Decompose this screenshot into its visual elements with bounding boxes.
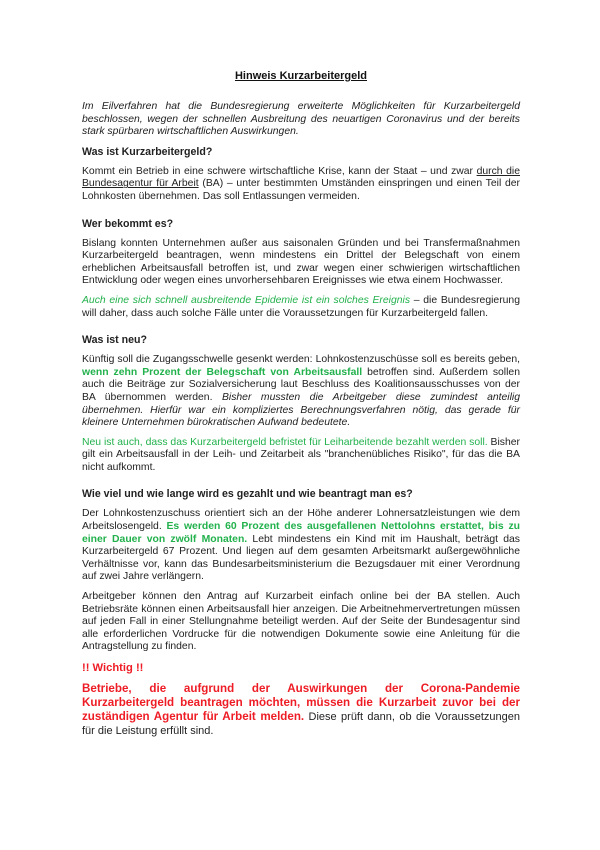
document-page xyxy=(82,70,520,738)
highlight-ten-percent: wenn zehn Prozent der Belegschaft von Arbeitsausfall xyxy=(82,366,363,378)
important-label: !! Wichtig !! xyxy=(82,662,144,674)
text-run: – die Bundesregierung will daher, dass auch solche Fälle unter die Voraussetzungen für Kurzarbeitergeld fallen. xyxy=(82,294,520,319)
paragraph-definition xyxy=(82,166,520,204)
highlight-leiharbeit: Neu ist auch, dass das Kurzarbeitergeld befristet für Leiharbeitende bezahlt werden soll. xyxy=(82,436,488,448)
link-bundesagentur[interactable]: durch die Bundesagentur für Arbeit xyxy=(82,165,520,190)
highlight-important: Betriebe, die aufgrund der Auswirkungen der Corona-Pandemie Kurzarbeitergeld beantragen möchten, müssen die Kurzarbeit zuvor bei der zuständigen Agentur für Arbeit melden. xyxy=(82,682,520,723)
intro-paragraph: Im Eilverfahren hat die Bundesregierung erweiterte Möglichkeiten für Kurzarbeitergeld beschlossen, wegen der schnellen Ausbreitung des neuartigen Coronavirus und der bereits stark spürbaren wirtschaftlichen Auswirkungen. xyxy=(82,101,520,138)
text-run-italic: Bisher mussten die Arbeitgeber diese zumindest anteilig übernehmen. Hierfür war ein kompliziertes Berechnungsverfahren nötig, das gerade für kleinere Unternehmen bürokratischen Aufwand bedeutete. xyxy=(82,391,520,429)
text-run: Lebt mindestens ein Kind mit im Haushalt, beträgt das Kurzarbeitergeld 67 Prozent. Und liegen auf dem gesamten Arbeitsmarkt außergewöhnliche Verhältnisse vor, kann das Bundesarbeitsministerium die Bezugsdauer mit einer Verordnung auf zwei Jahre verlängern. xyxy=(82,533,520,583)
text-run: Der Lohnkostenzuschuss orientiert sich an der Höhe anderer Lohnersatzleistungen wie dem Arbeitslosengeld. xyxy=(82,508,520,533)
text-run: betroffen sind. Außerdem sollen auch die Beiträge zur Sozialversicherung laut Beschluss des Koalitionsausschusses von der BA übernommen werden. xyxy=(82,366,520,403)
paragraph-leiharbeit xyxy=(82,437,520,475)
text-run: Kommt ein Betrieb in eine schwere wirtschaftliche Krise, kann der Staat – und zwar xyxy=(82,165,477,177)
heading-was-ist-kurzarbeitergeld: Was ist Kurzarbeitergeld? xyxy=(82,145,213,158)
text-run: Bisher gilt ein Arbeitsausfall in der Leih- und Zeitarbeit als "branchenübliches Risiko", für das die BA nicht aufkommt. xyxy=(82,436,520,473)
text-run: Künftig soll die Zugangsschwelle gesenkt werden: Lohnkostenzuschüsse soll es bereits geben, xyxy=(82,354,520,366)
highlight-sixty-percent: Es werden 60 Prozent des ausgefallenen Nettolohns erstattet, bis zu einer Dauer von zwölf Monaten. xyxy=(82,521,520,545)
paragraph-amount xyxy=(82,508,520,584)
heading-wie-viel-und-wie-lange: Wie viel und wie lange wird es gezahlt und wie beantragt man es? xyxy=(82,488,413,501)
heading-was-ist-neu: Was ist neu? xyxy=(82,334,147,347)
text-run: Diese prüft dann, ob die Voraussetzungen für die Leistung erfüllt sind. xyxy=(82,711,521,737)
heading-wer-bekommt-es: Wer bekommt es? xyxy=(82,217,174,230)
text-run: (BA) – unter bestimmten Umständen einspringen und einen Teil der Lohnkosten übernehmen. Das soll Entlassungen vermeiden. xyxy=(82,178,521,202)
paragraph-eligibility: Bislang konnten Unternehmen außer aus saisonalen Gründen und bei Transfermaßnahmen Kurzarbeitergeld beantragen, wenn mindestens ein Drittel der Belegschaft von einem erheblichen Arbeitsausfall betroffen ist, und zwar wegen einer schwierigen wirtschaftlichen Entwicklung oder wegen eines unvorhersehbaren Ereignisses wie etwa einem Hochwasser. xyxy=(82,237,520,287)
document-title: Hinweis Kurzarbeitergeld xyxy=(234,70,368,82)
paragraph-new-threshold xyxy=(82,354,520,430)
paragraph-important xyxy=(82,682,520,738)
paragraph-application: Arbeitgeber können den Antrag auf Kurzarbeit einfach online bei der BA stellen. Auch Betriebsräte können einen Arbeitsausfall hier anzeigen. Die Arbeitnehmervertretungen müssen auf jeden Fall in einer Stellungnahme beteiligt werden. Auf der Seite der Bundesagentur sind alle erforderlichen Vordrucke für die notwendigen Dokumente sowie eine Anleitung für die Antragstellung zu finden. xyxy=(82,591,520,653)
paragraph-epidemic xyxy=(82,295,520,320)
highlight-epidemic: Auch eine sich schnell ausbreitende Epidemie ist ein solches Ereignis xyxy=(82,294,411,306)
